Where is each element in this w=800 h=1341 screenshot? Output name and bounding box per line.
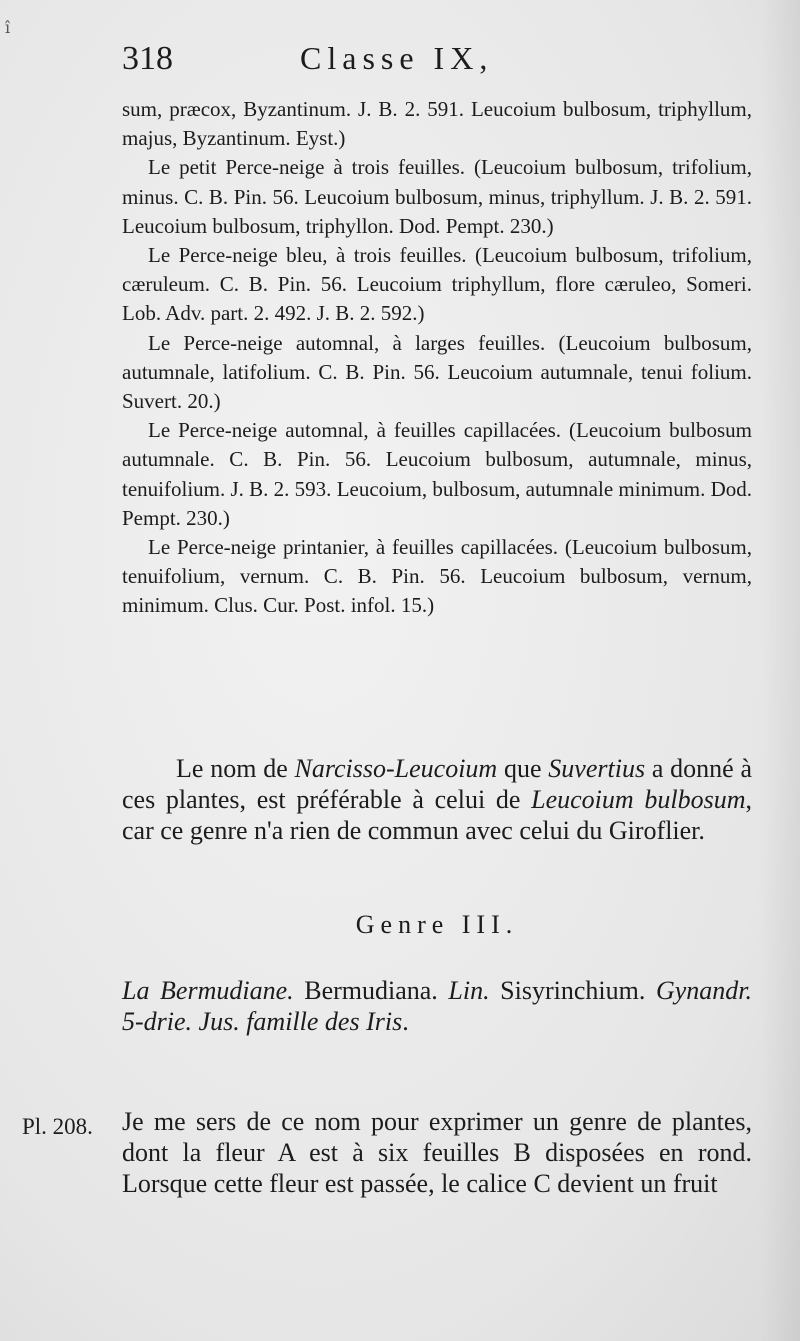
species-list [122,95,752,621]
italic-classification: Gynandr. 5-drie. Jus. famille des Iris [122,976,752,1036]
species-entry: sum, præcox, Byzantinum. J. B. 2. 591. Leucoium bulbosum, triphyllum, majus, Byzantinum. Eyst.) [122,97,752,151]
genre-desc-part: Bermudiana. [293,976,449,1005]
final-text: Je me sers de ce nom pour exprimer un genre de plantes, dont la fleur A est à six feuilles B disposées en rond. Lorsque cette fleur est passée, le calice C devient un fruit [122,1107,752,1198]
note-text-part: , car ce genre n'a rien de commun avec celui du Giroflier. [122,785,752,845]
italic-term: Narcisso-Leucoium [294,754,498,783]
italic-author: Lin. [448,976,490,1005]
italic-term: Leucoium bulbosum [531,785,746,814]
genre-heading: Genre III. [355,910,519,939]
note-paragraph [122,753,752,846]
genre-desc-part: . [402,1007,409,1036]
species-entry: Le Perce-neige bleu, à trois feuilles. (Leucoium bulbosum, trifolium, cæruleum. C. B. Pin. 56. Leucoium triphyllum, flore cæruleo, Someri. Lob. Adv. part. 2. 492. J. B. 2. 592.) [122,243,752,326]
italic-author: Suvertius [548,754,646,783]
page-header [122,40,742,90]
plate-reference: Pl. 208. [22,1114,93,1139]
page-edge-shadow [760,0,800,1341]
note-text [122,753,752,846]
species-entry: Le Perce-neige automnal, à larges feuilles. (Leucoium bulbosum, autumnale, latifolium. C. B. Pin. 56. Leucoium autumnale, tenui folium. Suvert. 20.) [122,330,752,414]
note-text-part: Le nom de [176,754,295,783]
final-paragraph [122,1106,752,1199]
running-head: Classe IX, [300,40,494,76]
genre-description [122,975,752,1037]
page-number: 318 [122,40,173,77]
genre-desc-text [122,975,752,1037]
note-text-part: a donné à ces plantes, est préférable à celui de [122,754,752,814]
species-entry: Le Perce-neige printanier, à feuilles capillacées. (Leucoium bulbosum, tenuifolium, vernum. C. B. Pin. 56. Leucoium bulbosum, vernum, minimum. Clus. Cur. Post. infol. 15.) [122,535,752,618]
species-entry: Le Perce-neige automnal, à feuilles capillacées. (Leucoium bulbosum autumnale. C. B. Pin. 56. Leucoium bulbosum, autumnale, minus, tenuifolium. J. B. 2. 593. Leucoium, bulbosum, autumnale minimum. Dod. Pempt. 230.) [122,418,752,530]
species-entry: Le petit Perce-neige à trois feuilles. (Leucoium bulbosum, trifolium, minus. C. B. Pin. 56. Leucoium bulbosum, minus, triphyllum. J. B. 2. 591. Leucoium bulbosum, triphyllon. Dod. Pempt. 230.) [122,155,752,238]
italic-genus: La Bermudiane. [122,976,294,1005]
corner-mark: î [5,18,11,37]
genre-desc-part: Sisyrinchium. [489,976,656,1005]
note-text-part: que [497,754,549,783]
